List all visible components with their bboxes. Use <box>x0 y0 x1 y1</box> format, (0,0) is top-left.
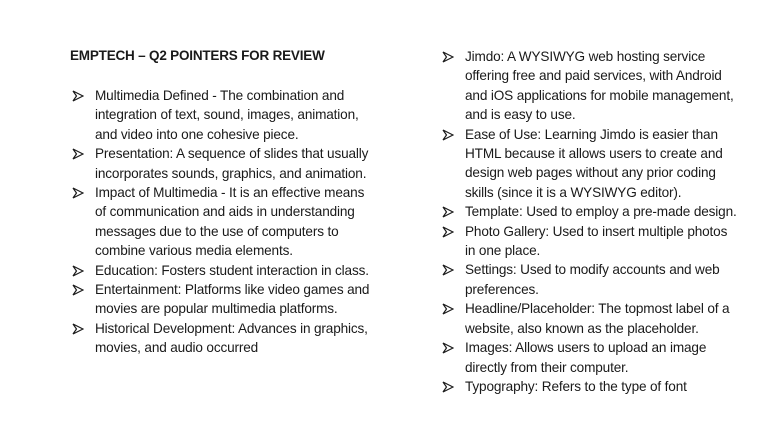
arrowhead-bullet-icon <box>442 342 454 354</box>
list-item <box>70 86 370 144</box>
list-item <box>440 222 740 261</box>
arrowhead-bullet-icon <box>442 381 454 393</box>
arrowhead-bullet-icon <box>442 226 454 238</box>
list-item-text: Impact of Multimedia - It is an effective means of communication and aids in understanding messages due to the use of computers to combine various media elements. <box>95 185 365 259</box>
document-heading: EMPTECH – Q2 POINTERS FOR REVIEW <box>70 48 325 63</box>
list-item-text: Typography: Refers to the type of font <box>465 378 687 394</box>
list-item <box>70 280 370 319</box>
list-item-text: Entertainment: Platforms like video games and movies are popular multimedia platforms. <box>95 282 370 317</box>
list-item <box>70 144 370 183</box>
list-item <box>440 202 740 221</box>
list-item <box>440 47 740 125</box>
list-item <box>70 319 370 358</box>
list-item-text: Ease of Use: Learning Jimdo is easier than HTML because it allows users to create and design web pages without any prior coding skills (since it is a WYSIWYG editor). <box>465 126 723 200</box>
list-item-text: Headline/Placeholder: The topmost label of a website, also known as the placeholder. <box>465 301 730 336</box>
arrowhead-bullet-icon <box>72 187 84 199</box>
right-bullet-list <box>440 47 740 396</box>
list-item <box>440 338 740 377</box>
list-item <box>440 299 740 338</box>
list-item <box>440 125 740 203</box>
list-item-text: Education: Fosters student interaction in class. <box>95 262 369 278</box>
list-item-text: Settings: Used to modify accounts and web preferences. <box>465 262 720 297</box>
arrowhead-bullet-icon <box>72 284 84 296</box>
arrowhead-bullet-icon <box>72 90 84 102</box>
arrowhead-bullet-icon <box>72 148 84 160</box>
arrowhead-bullet-icon <box>442 303 454 315</box>
list-item <box>440 377 740 396</box>
left-bullet-list <box>70 86 370 358</box>
list-item <box>70 183 370 261</box>
list-item-text: Presentation: A sequence of slides that usually incorporates sounds, graphics, and animation. <box>95 146 369 181</box>
list-item <box>70 261 370 280</box>
arrowhead-bullet-icon <box>442 206 454 218</box>
list-item-text: Images: Allows users to upload an image directly from their computer. <box>465 340 707 375</box>
list-item <box>440 260 740 299</box>
list-item-text: Template: Used to employ a pre-made design. <box>465 204 737 220</box>
arrowhead-bullet-icon <box>72 265 84 277</box>
list-item-text: Historical Development: Advances in graphics, movies, and audio occurred <box>95 320 368 356</box>
arrowhead-bullet-icon <box>72 323 84 335</box>
arrowhead-bullet-icon <box>442 51 454 63</box>
list-item-text: Photo Gallery: Used to insert multiple photos in one place. <box>465 223 728 259</box>
list-item-text: Jimdo: A WYSIWYG web hosting service offering free and paid services, with Android and iOS applications for mobile management, and is easy to use. <box>465 49 734 123</box>
arrowhead-bullet-icon <box>442 264 454 276</box>
list-item-text: Multimedia Defined - The combination and integration of text, sound, images, animation, and video into one cohesive piece. <box>95 88 359 142</box>
arrowhead-bullet-icon <box>442 129 454 141</box>
